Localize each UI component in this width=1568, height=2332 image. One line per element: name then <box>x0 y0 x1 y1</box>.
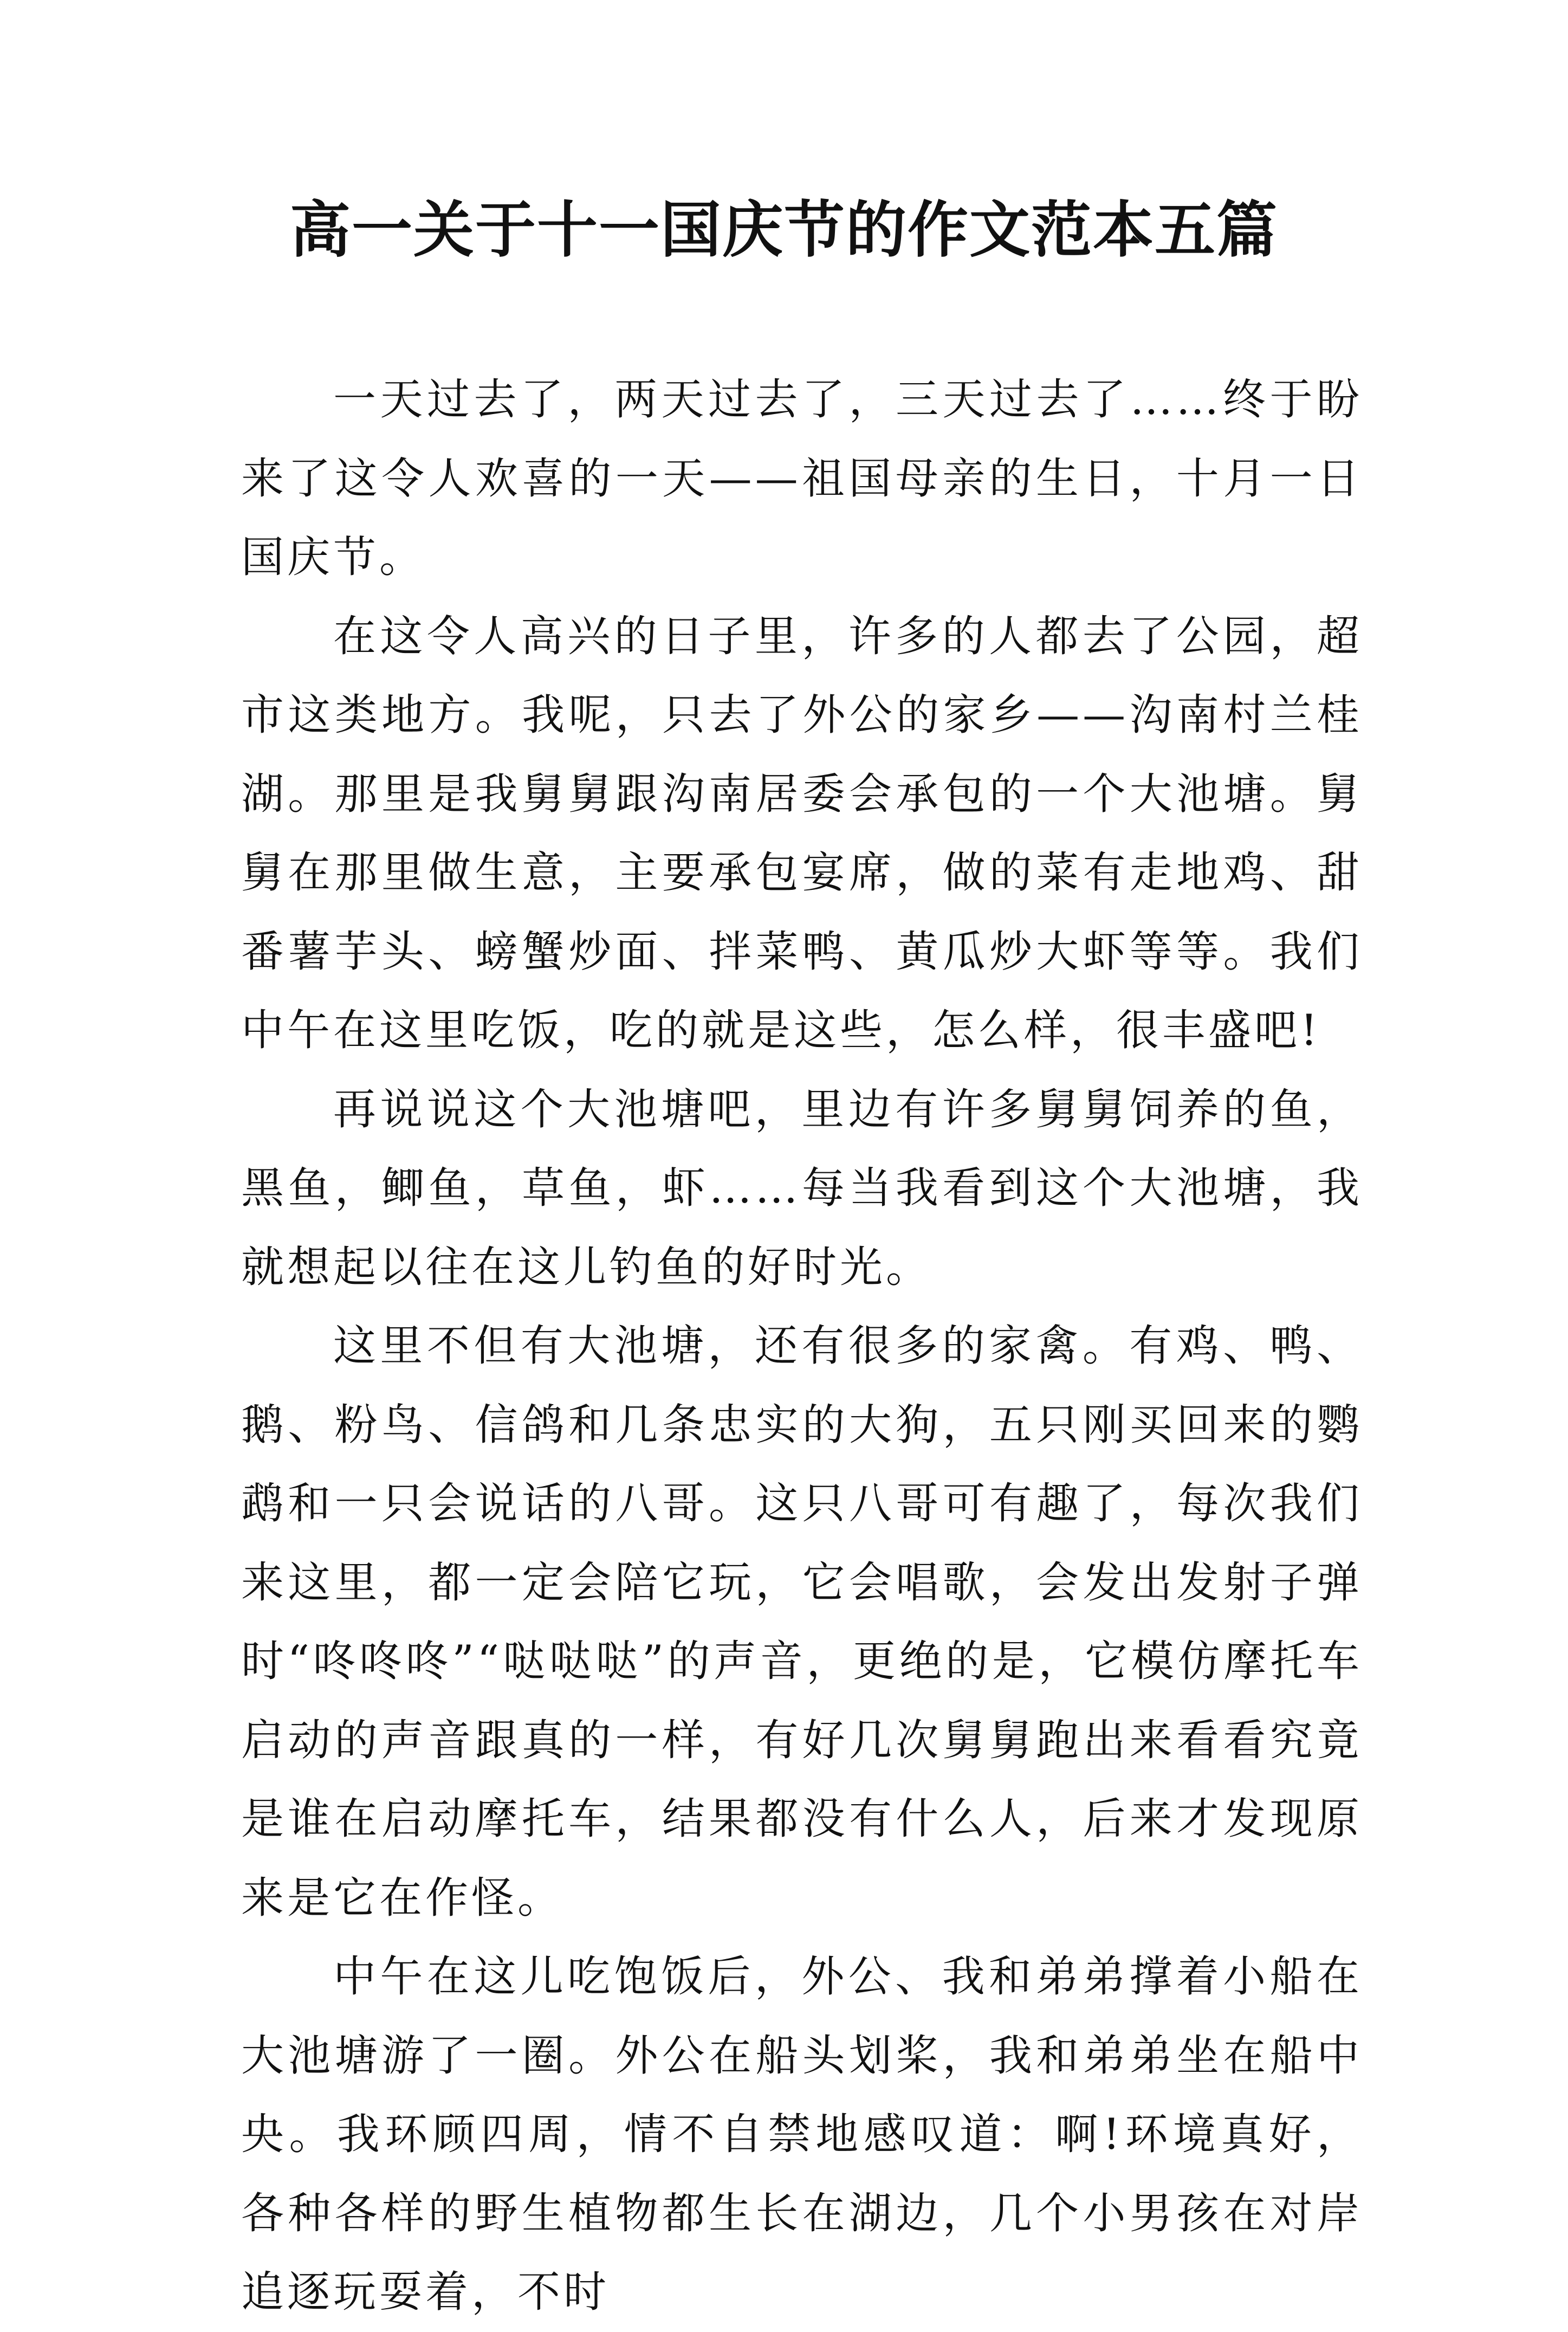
paragraph-1: 一天过去了，两天过去了，三天过去了……终于盼来了这令人欢喜的一天——祖国母亲的生日，十月一日国庆节。 <box>241 374 1363 582</box>
paragraph-3: 再说说这个大池塘吧，里边有许多舅舅饲养的鱼，黑鱼，鲫鱼，草鱼，虾……每当我看到这个大池塘，我就想起以往在这儿钓鱼的好时光。 <box>241 1084 1363 1292</box>
document-body <box>241 360 1363 2332</box>
paragraph-2: 在这令人高兴的日子里，许多的人都去了公园，超市这类地方。我呢，只去了外公的家乡——沟南村兰桂湖。那里是我舅舅跟沟南居委会承包的一个大池塘。舅舅在那里做生意，主要承包宴席，做的菜有走地鸡、甜番薯芋头、螃蟹炒面、拌菜鸭、黄瓜炒大虾等等。我们中午在这里吃饭，吃的就是这些，怎么样，很丰盛吧! <box>241 611 1363 1055</box>
paragraph-4: 这里不但有大池塘，还有很多的家禽。有鸡、鸭、鹅、粉鸟、信鸽和几条忠实的大狗，五只刚买回来的鹦鹉和一只会说话的八哥。这只八哥可有趣了，每次我们来这里，都一定会陪它玩，它会唱歌，会发出发射子弹时“咚咚咚”“哒哒哒”的声音，更绝的是，它模仿摩托车启动的声音跟真的一样，有好几次舅舅跑出来看看究竟是谁在启动摩托车，结果都没有什么人，后来才发现原来是它在作怪。 <box>241 1321 1363 1923</box>
page-title: 高一关于十一国庆节的作文范本五篇 <box>290 195 1278 266</box>
paragraph-5: 中午在这儿吃饱饭后，外公、我和弟弟撑着小船在大池塘游了一圈。外公在船头划桨，我和弟弟坐在船中央。我环顾四周，情不自禁地感叹道：啊!环境真好，各种各样的野生植物都生长在湖边，几个小男孩在对岸追逐玩耍着，不时 <box>241 1952 1363 2317</box>
